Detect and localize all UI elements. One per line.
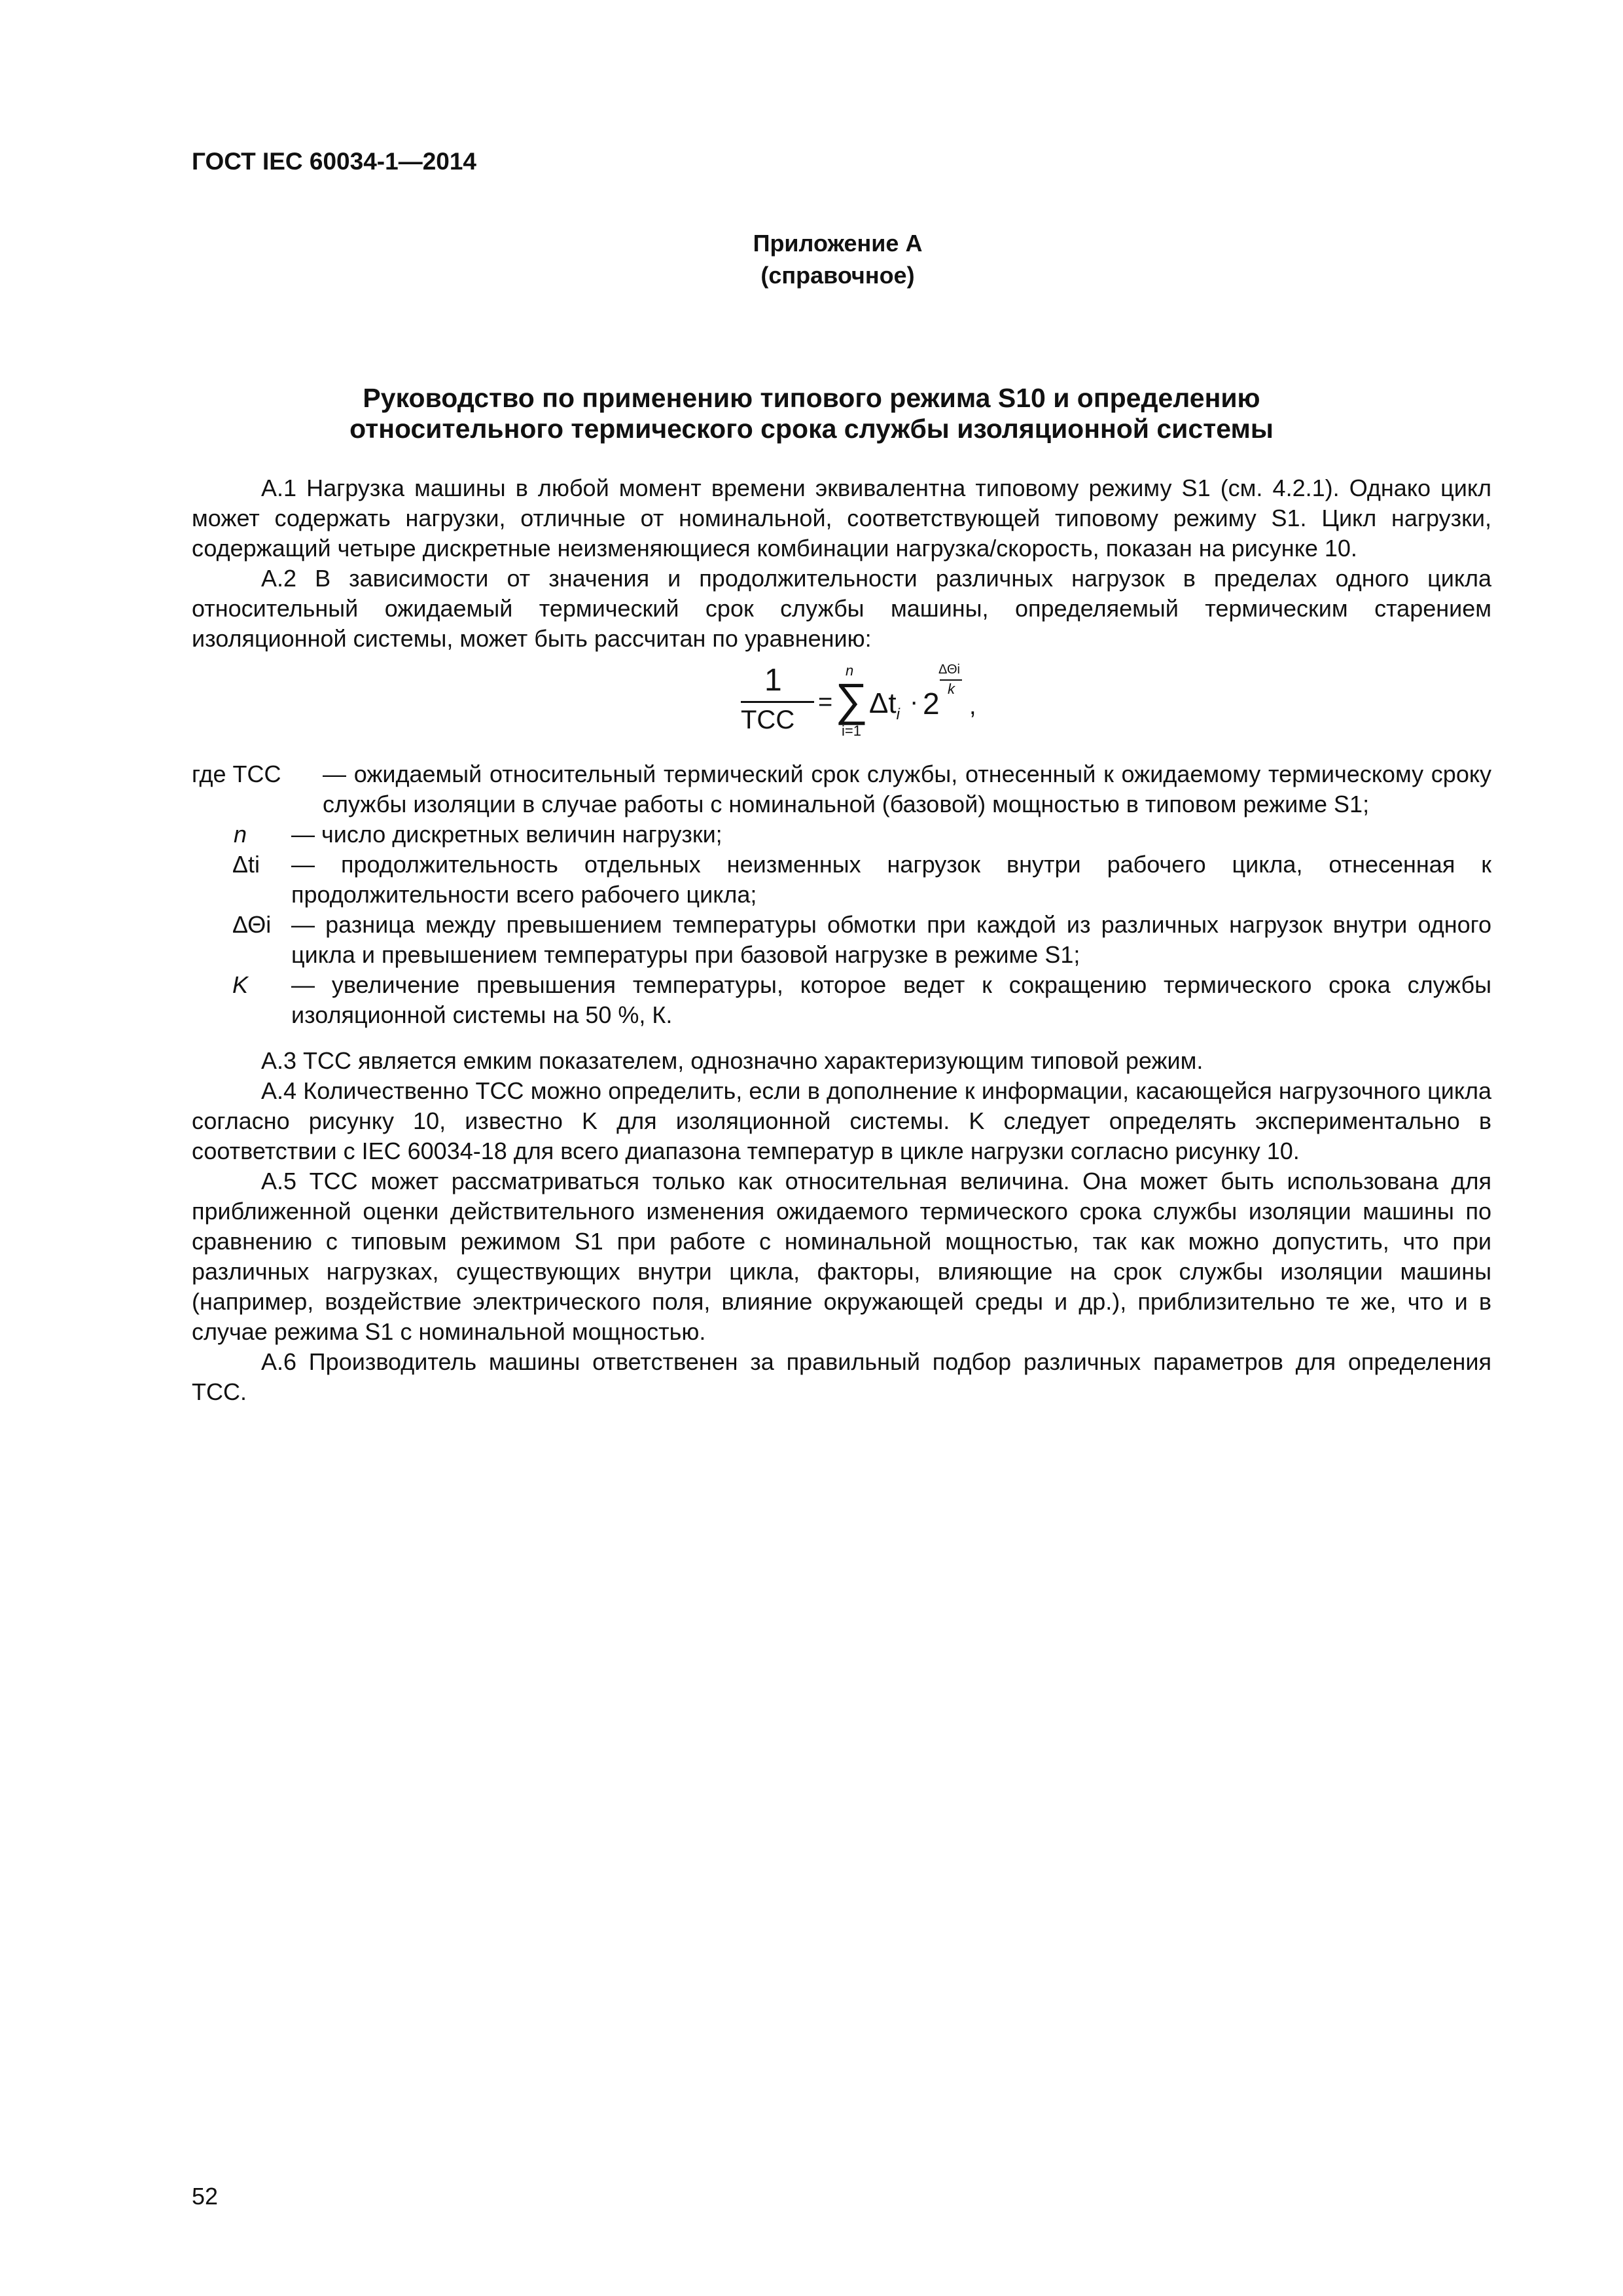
formula-delta-t: $\Delta t_i$: [869, 687, 900, 723]
annex-label: Приложение А: [753, 230, 923, 257]
annex-type: (справочное): [760, 262, 915, 289]
formula-comma: ,: [969, 692, 976, 720]
legend-text: — увеличение превышения температуры, которое ведет к сокращению термического срока службы изоляционной системы на 50 %, К.: [291, 971, 1491, 1028]
legend-symbol: Δti: [232, 851, 260, 878]
annex-title: [0, 383, 1623, 444]
legend-text: — продолжительность отдельных неизменных нагрузок внутри рабочего цикла, отнесенная к продолжительности всего рабочего цикла;: [291, 851, 1491, 908]
formula-numerator: 1: [764, 663, 782, 698]
legend-text: — ожидаемый относительный термический срок службы, отнесенный к ожидаемому термическому сроку службы изоляции в случае работы с номинальной (базовой) мощностью в типовом режиме S1;: [323, 761, 1491, 817]
paragraph-a2: А.2 В зависимости от значения и продолжительности различных нагрузок в пределах одного цикла относительный ожидаемый термический срок службы машины, определяемый термическим старением изоляционной системы, может быть рассчитан по уравнению:: [192, 565, 1491, 652]
paragraphs-a3-a6: [192, 1046, 1491, 1407]
annex-title-line-1: Руководство по применению типового режима S10 и определению: [363, 383, 1260, 413]
legend-symbol: ΔΘi: [232, 911, 272, 938]
annex-title-line-2: относительного термического срока службы изоляционной системы: [349, 414, 1274, 444]
paragraphs-a1-a2: [192, 473, 1491, 654]
sum-symbol: ∑: [835, 674, 868, 725]
formula-sum-upper: n: [846, 662, 854, 679]
legend-row-k: [192, 970, 1491, 1030]
legend-text: — разница между превышением температуры обмотки при каждой из различных нагрузок внутри одного цикла и превышением температуры при базовой нагрузке в режиме S1;: [291, 911, 1491, 968]
paragraph-a6: А.6 Производитель машины ответственен за правильный подбор различных параметров для определения ТСС.: [192, 1348, 1491, 1405]
standard-code: ГОСТ IEC 60034-1—2014: [192, 148, 477, 175]
formula-sum-lower: i=1: [842, 723, 861, 739]
formula-equals: =: [818, 689, 833, 716]
formula-base-two: 2: [923, 687, 940, 721]
formula-multiply: ·: [910, 687, 919, 716]
paragraph-a1: А.1 Нагрузка машины в любой момент времени эквивалентна типовому режиму S1 (см. 4.2.1). Однако цикл может содержать нагрузки, отличные от номинальной, соответствующей типовому режиму S1. Цикл нагрузки, содержащий четыре дискретные неизменяющиеся комбинации нагрузка/скорость, показан на рисунке 10.: [192, 475, 1491, 562]
formula-exponent-numerator: ΔΘi: [938, 662, 960, 677]
formula-denominator: TCC: [741, 706, 795, 734]
formula-exponent-denominator: k: [948, 681, 955, 697]
paragraph-a3: А.3 ТСС является емким показателем, однозначно характеризующим типовой режим.: [261, 1047, 1204, 1074]
legend-symbol: где ТСС: [192, 761, 281, 787]
legend-text: — число дискретных величин нагрузки;: [291, 821, 722, 848]
annex-heading: [0, 227, 1623, 291]
page-number: 52: [192, 2183, 219, 2210]
legend-row-tcc: [192, 759, 1491, 819]
legend-symbol: K: [232, 971, 249, 998]
paragraph-a5: А.5 ТСС может рассматриваться только как относительная величина. Она может быть использована для приближенной оценки действительного изменения ожидаемого термического срока службы изоляции машины по сравнению с типовым режимом S1 при работе с номинальной мощностью, так как можно допустить, что при различных нагрузках, существующих внутри цикла, факторы, влияющие на срок службы изоляции машины (например, воздействие электрического поля, влияние окружающей среды и др.), приблизительно те же, что и в случае режима S1 с номинальной мощностью.: [192, 1168, 1491, 1345]
legend-row-n: [192, 819, 1491, 850]
tcc-formula: [737, 660, 976, 739]
formula-fraction-bar: [741, 701, 814, 703]
legend-symbol: n: [234, 821, 247, 848]
legend-row-delta-t: [192, 850, 1491, 910]
formula-legend: [192, 759, 1491, 1030]
legend-row-delta-theta: [192, 910, 1491, 970]
paragraph-a4: А.4 Количественно ТСС можно определить, если в дополнение к информации, касающейся нагрузочного цикла согласно рисунку 10, известно K для изоляционной системы. K следует определять экспериментально в соответствии с IEC 60034-18 для всего диапазона температур в цикле нагрузки согласно рисунку 10.: [192, 1077, 1491, 1164]
